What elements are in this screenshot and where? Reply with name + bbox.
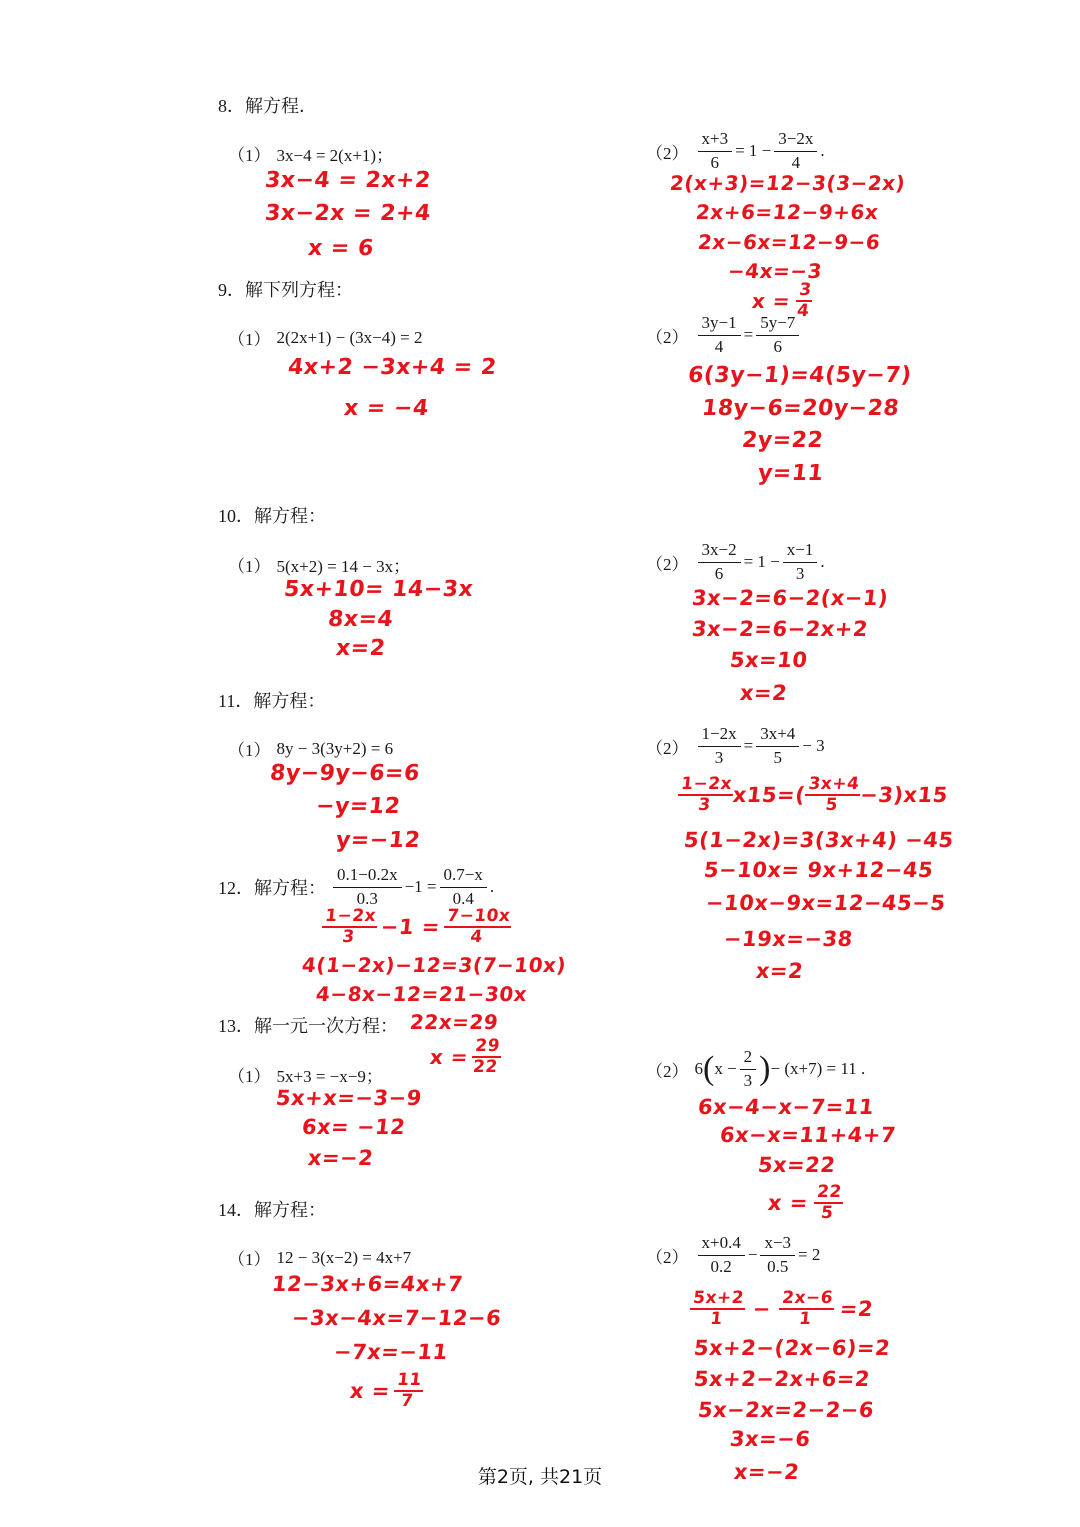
problem-11-2 — [646, 725, 825, 767]
answer-lhs: x = — [750, 289, 792, 313]
numerator: x+0.4 — [698, 1234, 745, 1256]
numerator: x−3 — [760, 1234, 795, 1256]
problem-number: （1） — [228, 557, 271, 576]
terminator: = 2 — [798, 1245, 821, 1265]
handwritten-step: 22x=29 — [408, 1010, 500, 1034]
handwritten-answer — [750, 282, 814, 320]
fraction — [698, 725, 741, 767]
equation: 8y − 3(3y+2) = 6 — [276, 738, 394, 758]
handwritten-step: x = −4 — [342, 396, 431, 421]
handwritten-step: x=−2 — [306, 1146, 375, 1170]
fraction — [698, 1234, 745, 1276]
equation: 12 − 3(x−2) = 4x+7 — [276, 1247, 412, 1267]
problem-number: （1） — [228, 330, 271, 349]
section-8-heading: 8．解方程． — [218, 96, 317, 116]
numerator: 22 — [814, 1184, 845, 1204]
denominator: 4 — [796, 301, 811, 321]
denominator: 7 — [400, 1391, 415, 1411]
handwritten-step: 5x+x=−3−9 — [274, 1086, 424, 1110]
problem-10-1 — [228, 552, 410, 577]
numerator: x+3 — [698, 130, 733, 152]
numerator: 0.7−x — [440, 866, 487, 888]
numerator: 5y−7 — [756, 314, 799, 336]
numerator: 7−10x — [444, 908, 513, 928]
operator: − — [751, 1297, 773, 1321]
fraction — [676, 776, 735, 814]
problem-8-1 — [228, 141, 393, 166]
handwritten-step: −3x−4x=7−12−6 — [290, 1306, 503, 1330]
handwritten-step: 8y−9y−6=6 — [268, 761, 422, 786]
terminator: − 3 — [802, 736, 825, 756]
handwritten-step: 6x−4−x−7=11 — [696, 1095, 876, 1119]
inner-term: x − — [714, 1059, 737, 1079]
problem-number: （2） — [646, 1247, 689, 1267]
handwritten-step: −10x−9x=12−45−5 — [704, 891, 947, 915]
problem-9-2 — [646, 314, 802, 356]
handwritten-step: 8x=4 — [326, 607, 395, 632]
denominator: 1 — [709, 1309, 724, 1329]
operator: x15=( — [731, 783, 807, 807]
problem-number: （2） — [646, 738, 689, 758]
denominator: 6 — [714, 563, 724, 583]
problem-number: （1） — [228, 1250, 271, 1269]
fraction — [320, 908, 379, 946]
handwritten-step: 2y=22 — [740, 428, 825, 453]
denominator: 6 — [773, 336, 782, 356]
handwritten-step: 2x+6=12−9+6x — [694, 200, 880, 224]
handwritten-step — [688, 1290, 875, 1328]
handwritten-step: 3x−2=6−2x+2 — [690, 617, 870, 641]
section-10-heading: 10．解方程： — [218, 506, 326, 526]
fraction — [783, 541, 818, 583]
operator: =2 — [838, 1297, 875, 1321]
numerator: 11 — [394, 1372, 425, 1392]
numerator: 3x−2 — [698, 541, 741, 563]
handwritten-step: −19x=−38 — [722, 927, 855, 951]
denominator: 1 — [798, 1309, 813, 1329]
coefficient: 6 — [694, 1059, 703, 1079]
handwritten-step: −4x=−3 — [726, 259, 824, 283]
left-paren: ( — [703, 1050, 715, 1088]
denominator: 3 — [795, 563, 805, 583]
section-9-heading: 9．解下列方程： — [218, 280, 353, 300]
problem-14-2 — [646, 1234, 820, 1276]
handwritten-step: x=2 — [738, 681, 789, 705]
answer-lhs: x = — [348, 1379, 392, 1403]
denominator: 4 — [791, 152, 801, 172]
operator: − — [747, 1245, 758, 1265]
section-12-heading: 12．解方程： — [218, 878, 326, 899]
handwritten-step: 6x= −12 — [300, 1115, 407, 1139]
denominator: 6 — [710, 152, 720, 172]
operator: = — [743, 736, 754, 756]
denominator: 3 — [743, 1070, 753, 1090]
denominator: 4 — [469, 927, 484, 947]
handwritten-step: 6(3y−1)=4(5y−7) — [686, 363, 913, 388]
equation: 2(2x+1) − (3x−4) = 2 — [276, 327, 423, 347]
handwritten-step: 3x−2x = 2+4 — [263, 201, 433, 226]
denominator: 3 — [341, 927, 356, 947]
problem-number: （2） — [646, 143, 689, 163]
handwritten-step — [320, 908, 513, 946]
numerator: 3x+4 — [756, 725, 799, 747]
handwritten-step: 4x+2 −3x+4 = 2 — [286, 355, 498, 380]
numerator: 1−2x — [678, 776, 735, 796]
problem-12 — [218, 866, 494, 908]
numerator: 3−2x — [774, 130, 817, 152]
numerator: 1−2x — [322, 908, 379, 928]
problem-14-1 — [228, 1245, 411, 1270]
problem-number: （2） — [646, 327, 689, 347]
fraction — [756, 725, 799, 767]
denominator: 3 — [714, 747, 724, 767]
fraction — [698, 130, 733, 172]
numerator: 29 — [472, 1038, 503, 1058]
handwritten-answer — [428, 1038, 503, 1076]
fraction — [774, 130, 817, 172]
numerator: x−1 — [783, 541, 818, 563]
handwritten-step: x=−2 — [732, 1460, 801, 1484]
problem-number: （2） — [646, 554, 689, 574]
numerator: 3x+4 — [805, 776, 862, 796]
denominator: 5 — [824, 795, 839, 815]
denominator: 4 — [714, 336, 724, 356]
handwritten-step: 5x+2−2x+6=2 — [692, 1367, 872, 1391]
problem-10-2 — [646, 541, 825, 583]
fraction — [760, 1234, 795, 1276]
problem-13-1 — [228, 1062, 383, 1087]
numerator: 2x−6 — [779, 1290, 836, 1310]
handwritten-step: x = 6 — [306, 236, 376, 261]
handwritten-step: 4−8x−12=21−30x — [314, 982, 529, 1006]
numerator: 2 — [740, 1048, 757, 1070]
numerator: 5x+2 — [690, 1290, 747, 1310]
handwritten-step: 5x−2x=2−2−6 — [696, 1398, 876, 1422]
handwritten-step: 5x=22 — [756, 1153, 837, 1177]
denominator: 5 — [773, 747, 782, 767]
equation: 5x+3 = −x−9； — [276, 1067, 383, 1086]
handwritten-step: 5x=10 — [728, 648, 809, 672]
answer-fraction — [812, 1184, 845, 1222]
problem-number: （1） — [228, 1067, 271, 1086]
operator: = 1 − — [743, 552, 780, 572]
denominator: 0.5 — [767, 1256, 789, 1276]
answer-fraction — [794, 282, 814, 320]
fraction — [777, 1290, 836, 1328]
fraction — [688, 1290, 747, 1328]
problem-13-2 — [646, 1048, 865, 1090]
page-footer: 第2页, 共21页 — [477, 1466, 603, 1488]
problem-number: （1） — [228, 741, 271, 760]
handwritten-step: 6x−x=11+4+7 — [718, 1123, 898, 1147]
fraction — [440, 866, 487, 908]
problem-11-1 — [228, 736, 393, 761]
handwritten-step: x=2 — [754, 959, 805, 983]
handwritten-step: 5x+10= 14−3x — [282, 577, 475, 602]
problem-8-2 — [646, 130, 825, 172]
handwritten-step: 5x+2−(2x−6)=2 — [692, 1336, 892, 1360]
denominator: 0.2 — [710, 1256, 732, 1276]
numerator: 0.1−0.2x — [333, 866, 402, 888]
handwritten-step: −y=12 — [314, 794, 402, 819]
handwritten-step: 5(1−2x)=3(3x+4) −45 — [682, 828, 955, 852]
handwritten-step: 4(1−2x)−12=3(7−10x) — [300, 953, 568, 977]
denominator: 5 — [820, 1203, 835, 1223]
handwritten-step: 12−3x+6=4x+7 — [270, 1272, 465, 1296]
denominator: 22 — [472, 1057, 499, 1077]
fraction — [333, 866, 402, 908]
section-13-heading: 13．解一元一次方程： — [218, 1016, 398, 1036]
terminator: . — [820, 552, 825, 572]
equation: 3x−4 = 2(x+1)； — [276, 146, 394, 165]
problem-number: （2） — [646, 1061, 689, 1081]
fraction — [756, 314, 799, 356]
section-11-heading: 11．解方程： — [218, 691, 326, 711]
right-paren: ) — [759, 1050, 771, 1088]
fraction — [803, 776, 862, 814]
remaining-terms: − (x+7) = 11 . — [770, 1059, 866, 1079]
answer-lhs: x = — [766, 1191, 810, 1215]
operator: = 1 − — [735, 141, 772, 161]
fraction — [698, 541, 741, 583]
handwritten-step: y=−12 — [334, 828, 422, 853]
numerator: 3 — [796, 282, 814, 302]
operator: −3)x15 — [858, 783, 950, 807]
denominator: 3 — [697, 795, 712, 815]
answer-fraction — [470, 1038, 503, 1076]
handwritten-step: x=2 — [334, 636, 387, 661]
handwritten-step: 3x−4 = 2x+2 — [263, 168, 433, 193]
terminator: . — [489, 877, 495, 897]
numerator: 1−2x — [698, 725, 741, 747]
handwritten-step: 3x=−6 — [728, 1427, 812, 1451]
handwritten-step — [676, 776, 950, 814]
handwritten-step: 18y−6=20y−28 — [700, 396, 901, 421]
handwritten-step: 5−10x= 9x+12−45 — [702, 858, 935, 882]
fraction — [698, 314, 741, 356]
denominator: 0.4 — [452, 888, 474, 908]
answer-lhs: x = — [428, 1045, 470, 1069]
fraction — [442, 908, 513, 946]
equation: 5(x+2) = 14 − 3x； — [276, 557, 411, 576]
numerator: 3y−1 — [698, 314, 741, 336]
problem-9-1 — [228, 325, 423, 350]
handwritten-answer — [766, 1184, 845, 1222]
handwritten-step: 2x−6x=12−9−6 — [696, 230, 882, 254]
operator: −1 = — [379, 915, 442, 939]
handwritten-step: y=11 — [756, 461, 825, 486]
operator: −1 = — [404, 877, 437, 897]
denominator: 0.3 — [356, 888, 378, 908]
terminator: . — [820, 141, 825, 161]
problem-number: （1） — [228, 146, 271, 165]
handwritten-step: 2(x+3)=12−3(3−2x) — [668, 171, 907, 195]
operator: = — [743, 325, 754, 345]
section-14-heading: 14．解方程： — [218, 1200, 326, 1220]
handwritten-answer — [348, 1372, 425, 1410]
handwritten-step: −7x=−11 — [332, 1340, 449, 1364]
handwritten-step: 3x−2=6−2(x−1) — [690, 586, 890, 610]
fraction — [740, 1048, 757, 1090]
answer-fraction — [392, 1372, 425, 1410]
